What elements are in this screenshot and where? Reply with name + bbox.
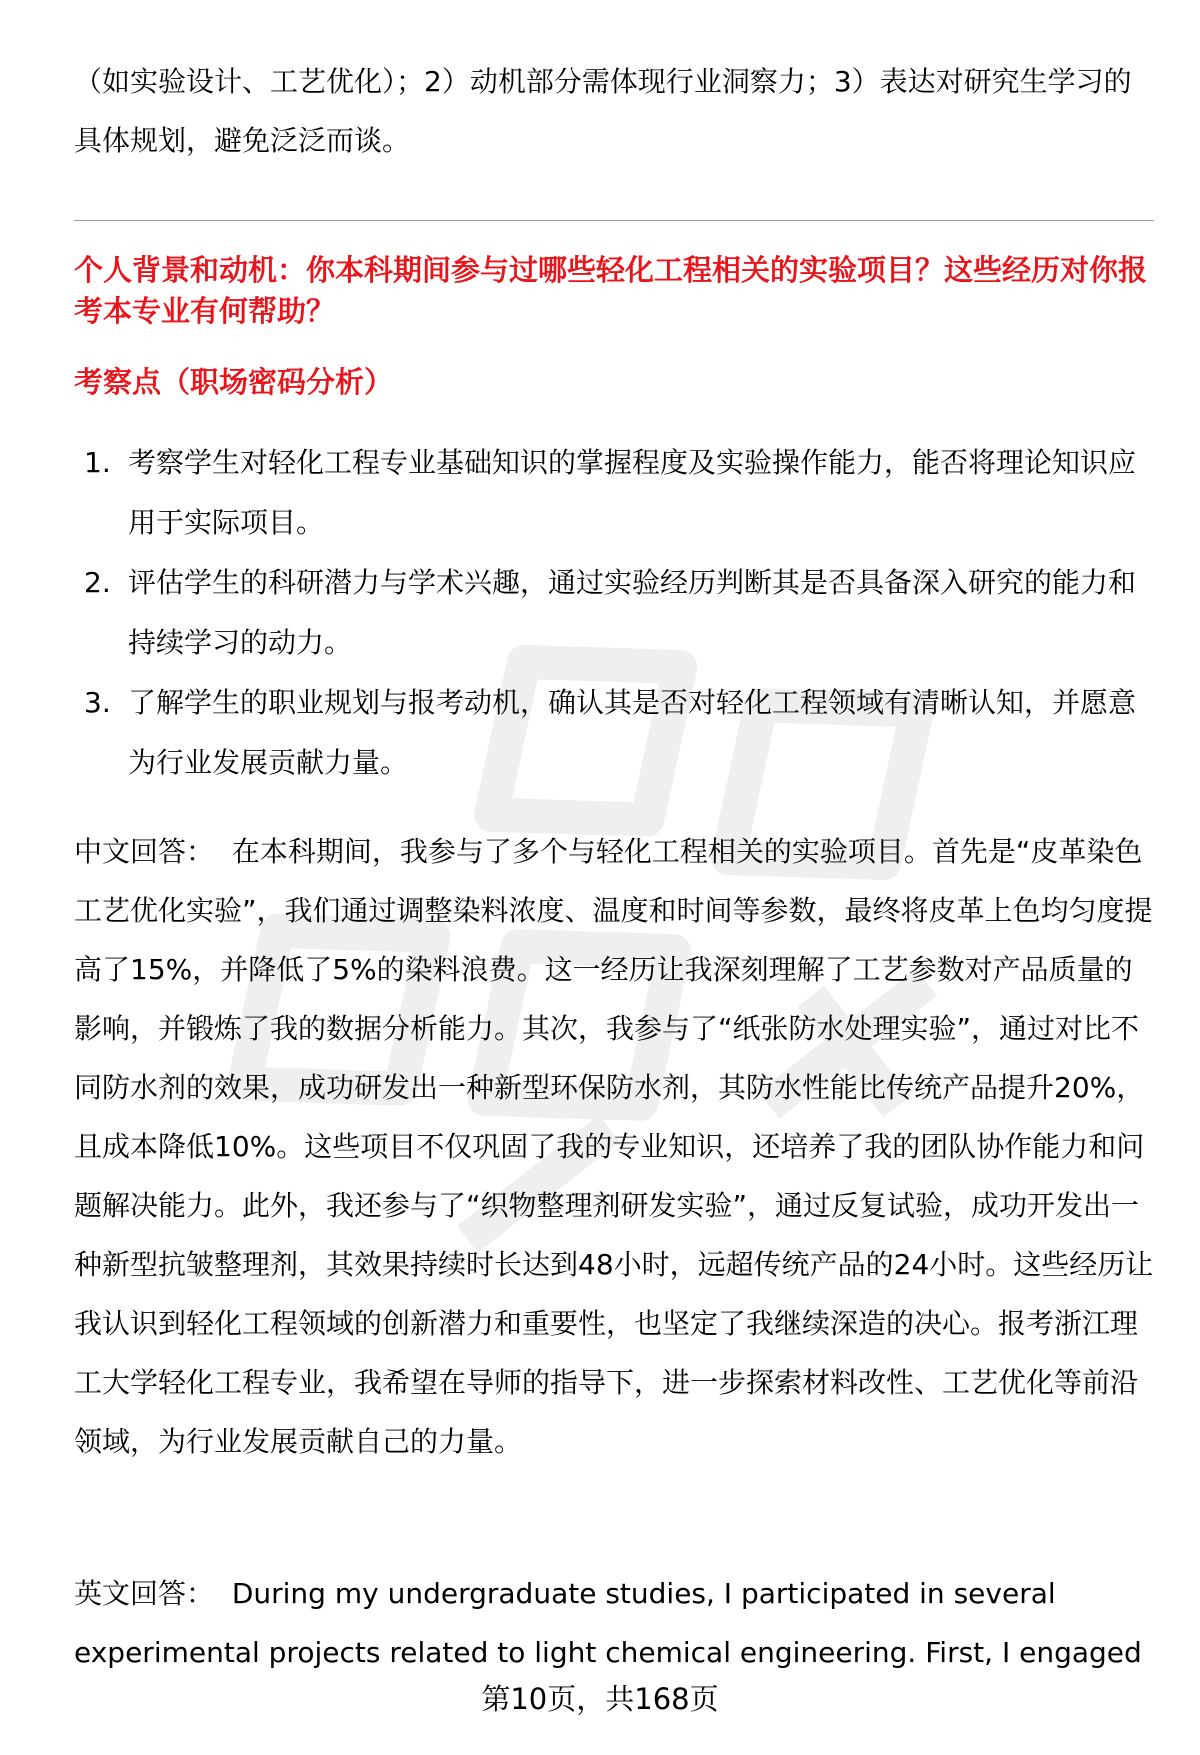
chinese-answer-text: 在本科期间，我参与了多个与轻化工程相关的实验项目。首先是“皮革染色工艺优化实验”，我们通过调整染料浓度、温度和时间等参数，最终将皮革上色均匀度提高了15%，并降低了5%的染料浪费。这一经历让我深刻理解了工艺参数对产品质量的影响，并锻炼了我的数据分析能力。其次，我参与了“纸张防水处理实验”，通过对比不同防水剂的效果，成功研发出一种新型环保防水剂，其防水性能比传统产品提升20%，且成本降低10%。这些项目不仅巩固了我的专业知识，还培养了我的团队协作能力和问题解决能力。此外，我还参与了“织物整理剂研发实验”，通过反复试验，成功开发出一种新型抗皱整理剂，其效果持续时长达到48小时，远超传统产品的24小时。这些经历让我认识到轻化工程领域的创新潜力和重要性，也坚定了我继续深造的决心。报考浙江理工大学轻化工程专业，我希望在导师的指导下，进一步探索材料改性、工艺优化等前沿领域，为行业发展贡献自己的力量。 bbox=[74, 835, 1154, 1458]
intro-paragraph: （如实验设计、工艺优化）；2）动机部分需体现行业洞察力；3）表达对研究生学习的具体规划，避免泛泛而谈。 bbox=[74, 65, 1132, 157]
assessment-point bbox=[74, 433, 1154, 553]
interview-question: 个人背景和动机：你本科期间参与过哪些轻化工程相关的实验项目？这些经历对你报考本专业有何帮助？ bbox=[74, 253, 1148, 328]
english-answer-label: 英文回答： bbox=[74, 1577, 215, 1610]
assessment-point-text: 了解学生的职业规划与报考动机，确认其是否对轻化工程领域有清晰认知，并愿意为行业发展贡献力量。 bbox=[128, 686, 1137, 779]
chinese-answer bbox=[74, 822, 1154, 1471]
chinese-answer-label: 中文回答： bbox=[74, 835, 215, 868]
assessment-point-number: 2. bbox=[84, 566, 111, 599]
page-footer: 第10页，共168页 bbox=[481, 1682, 719, 1716]
section-divider bbox=[74, 220, 1154, 221]
assessment-point-number: 3. bbox=[84, 686, 111, 719]
english-answer bbox=[74, 1564, 1154, 1682]
assessment-heading: 考察点（职场密码分析） bbox=[74, 365, 394, 399]
assessment-point-list bbox=[74, 433, 1154, 793]
assessment-point bbox=[74, 553, 1154, 673]
assessment-point-number: 1. bbox=[84, 446, 111, 479]
english-answer-text: During my undergraduate studies, I participated in several experimental projects related to light chemical engineering. First, I engaged bbox=[74, 1577, 1142, 1669]
assessment-point-text: 评估学生的科研潜力与学术兴趣，通过实验经历判断其是否具备深入研究的能力和持续学习的动力。 bbox=[128, 566, 1137, 659]
assessment-point bbox=[74, 673, 1154, 793]
assessment-point-text: 考察学生对轻化工程专业基础知识的掌握程度及实验操作能力，能否将理论知识应用于实际项目。 bbox=[128, 446, 1137, 539]
